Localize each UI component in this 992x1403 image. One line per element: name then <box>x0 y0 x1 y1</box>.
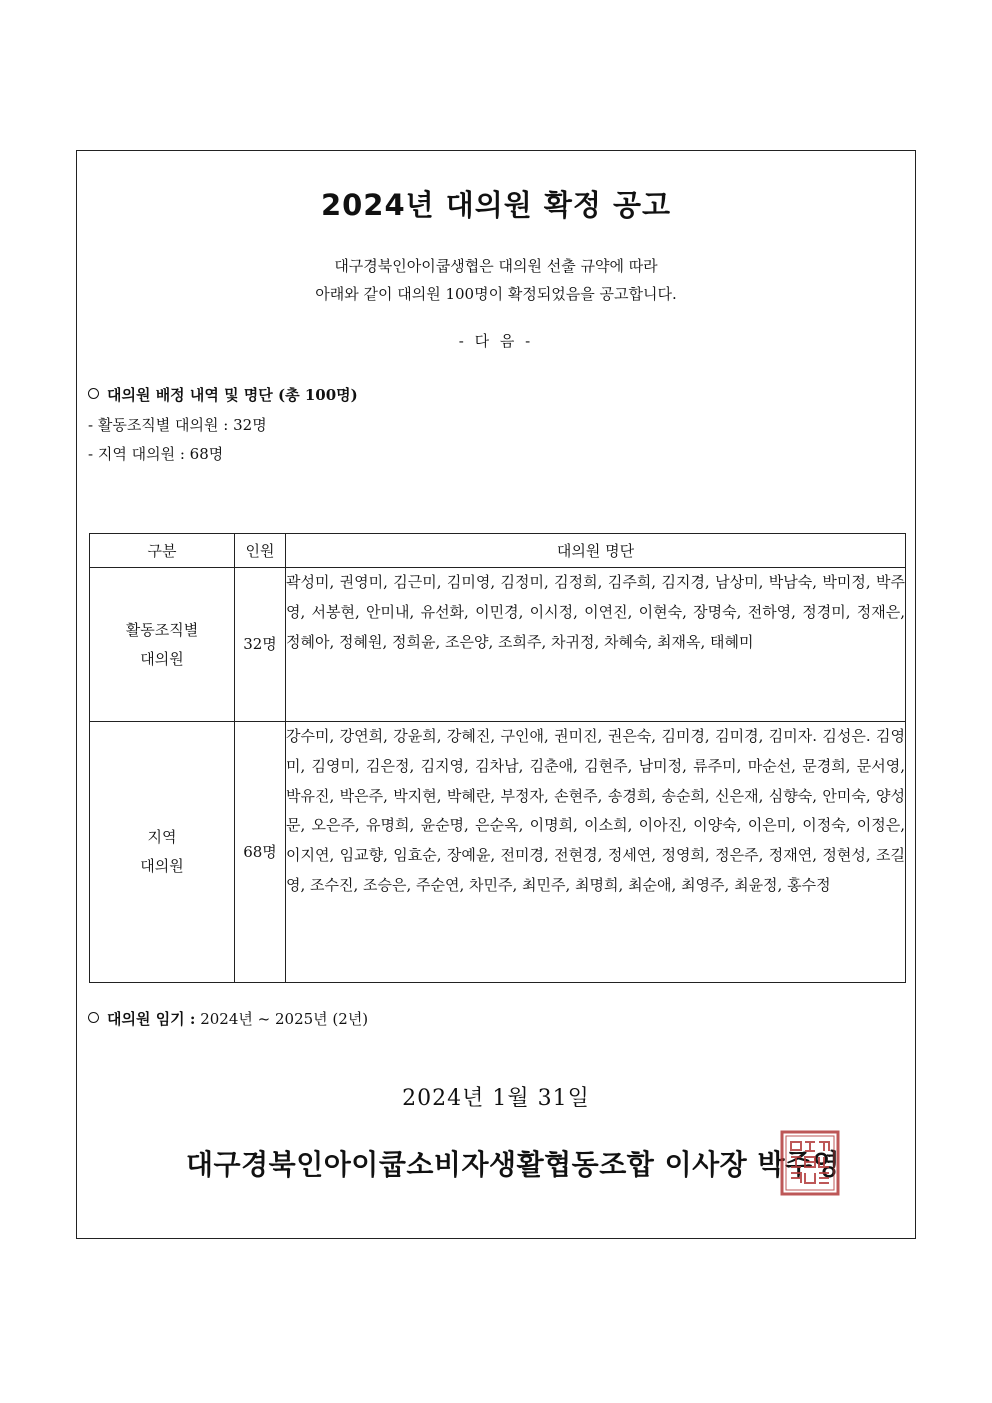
delegate-table <box>89 533 906 983</box>
allocation-heading-text: 대의원 배정 내역 및 명단 (총 100명) <box>107 386 358 404</box>
circle-bullet-icon <box>88 388 99 399</box>
term-value: 2024년 ~ 2025년 (2년) <box>200 1010 369 1028</box>
circle-bullet-icon <box>88 1012 99 1023</box>
category-line: 활동조직별 <box>125 620 199 639</box>
header-category: 구분 <box>90 534 235 568</box>
official-seal-icon <box>780 1130 840 1196</box>
row-count: 68명 <box>235 722 286 983</box>
notice-title: 2024년 대의원 확정 공고 <box>320 188 672 222</box>
table-row <box>90 722 906 983</box>
category-line: 지역 <box>147 828 177 846</box>
table-header-row <box>90 534 906 568</box>
row-category <box>90 722 235 983</box>
header-names: 대의원 명단 <box>286 534 906 568</box>
category-line: 대의원 <box>140 857 184 875</box>
header-count: 인원 <box>235 534 286 568</box>
separator-text: - 다 음 - <box>458 332 534 350</box>
term-label: 대의원 임기 : <box>107 1010 196 1028</box>
row-count: 32명 <box>235 568 286 722</box>
category-line: 대의원 <box>140 649 184 668</box>
row-names: 곽성미, 권영미, 김근미, 김미영, 김정미, 김정희, 김주희, 김지경, 남상미, 박남숙, 박미정, 박주영, 서봉현, 안미내, 유선화, 이민경, 이시정, 이연진, 이현숙, 장명숙, 전하영, 정경미, 정재은, 정혜아, 정혜원, 정희윤, 조은양, 조희주, 차귀정, 차혜숙, 최재옥, 태혜미 <box>286 568 906 722</box>
row-category <box>90 568 235 722</box>
allocation-heading <box>88 384 358 405</box>
activity-count-line: - 활동조직별 대의원 : 32명 <box>88 416 267 434</box>
row-names: 강수미, 강연희, 강윤희, 강혜진, 구인애, 권미진, 권은숙, 김미경, 김미경, 김미자. 김성은. 김영미, 김영미, 김은정, 김지영, 김차남, 김춘애, 김현주, 남미정, 류주미, 마순선, 문경희, 문서영, 박유진, 박은주, 박지현, 박혜란, 부정자, 손현주, 송경희, 송순희, 신은재, 심향숙, 안미숙, 양성문, 오은주, 유명희, 윤순명, 은순옥, 이명희, 이소희, 이아진, 이양숙, 이은미, 이정숙, 이정은, 이지연, 임교향, 임효순, 장예윤, 전미경, 전현경, 정세연, 정영희, 정은주, 정재연, 정현성, 조길영, 조수진, 조승은, 주순연, 차민주, 최민주, 최명희, 최순애, 최영주, 최윤정, 홍수정 <box>286 722 906 983</box>
intro-line-1: 대구경북인아이쿱생협은 대의원 선출 규약에 따라 <box>334 257 658 275</box>
notice-intro <box>0 252 992 308</box>
region-count-line: - 지역 대의원 : 68명 <box>88 445 224 463</box>
notice-date: 2024년 1월 31일 <box>402 1086 590 1111</box>
table-row <box>90 568 906 722</box>
term-line <box>88 1008 368 1029</box>
intro-line-2: 아래와 같이 대의원 100명이 확정되었음을 공고합니다. <box>315 285 677 303</box>
signer-name: 대구경북인아이쿱소비자생활협동조합 이사장 박주영 <box>186 1148 841 1181</box>
